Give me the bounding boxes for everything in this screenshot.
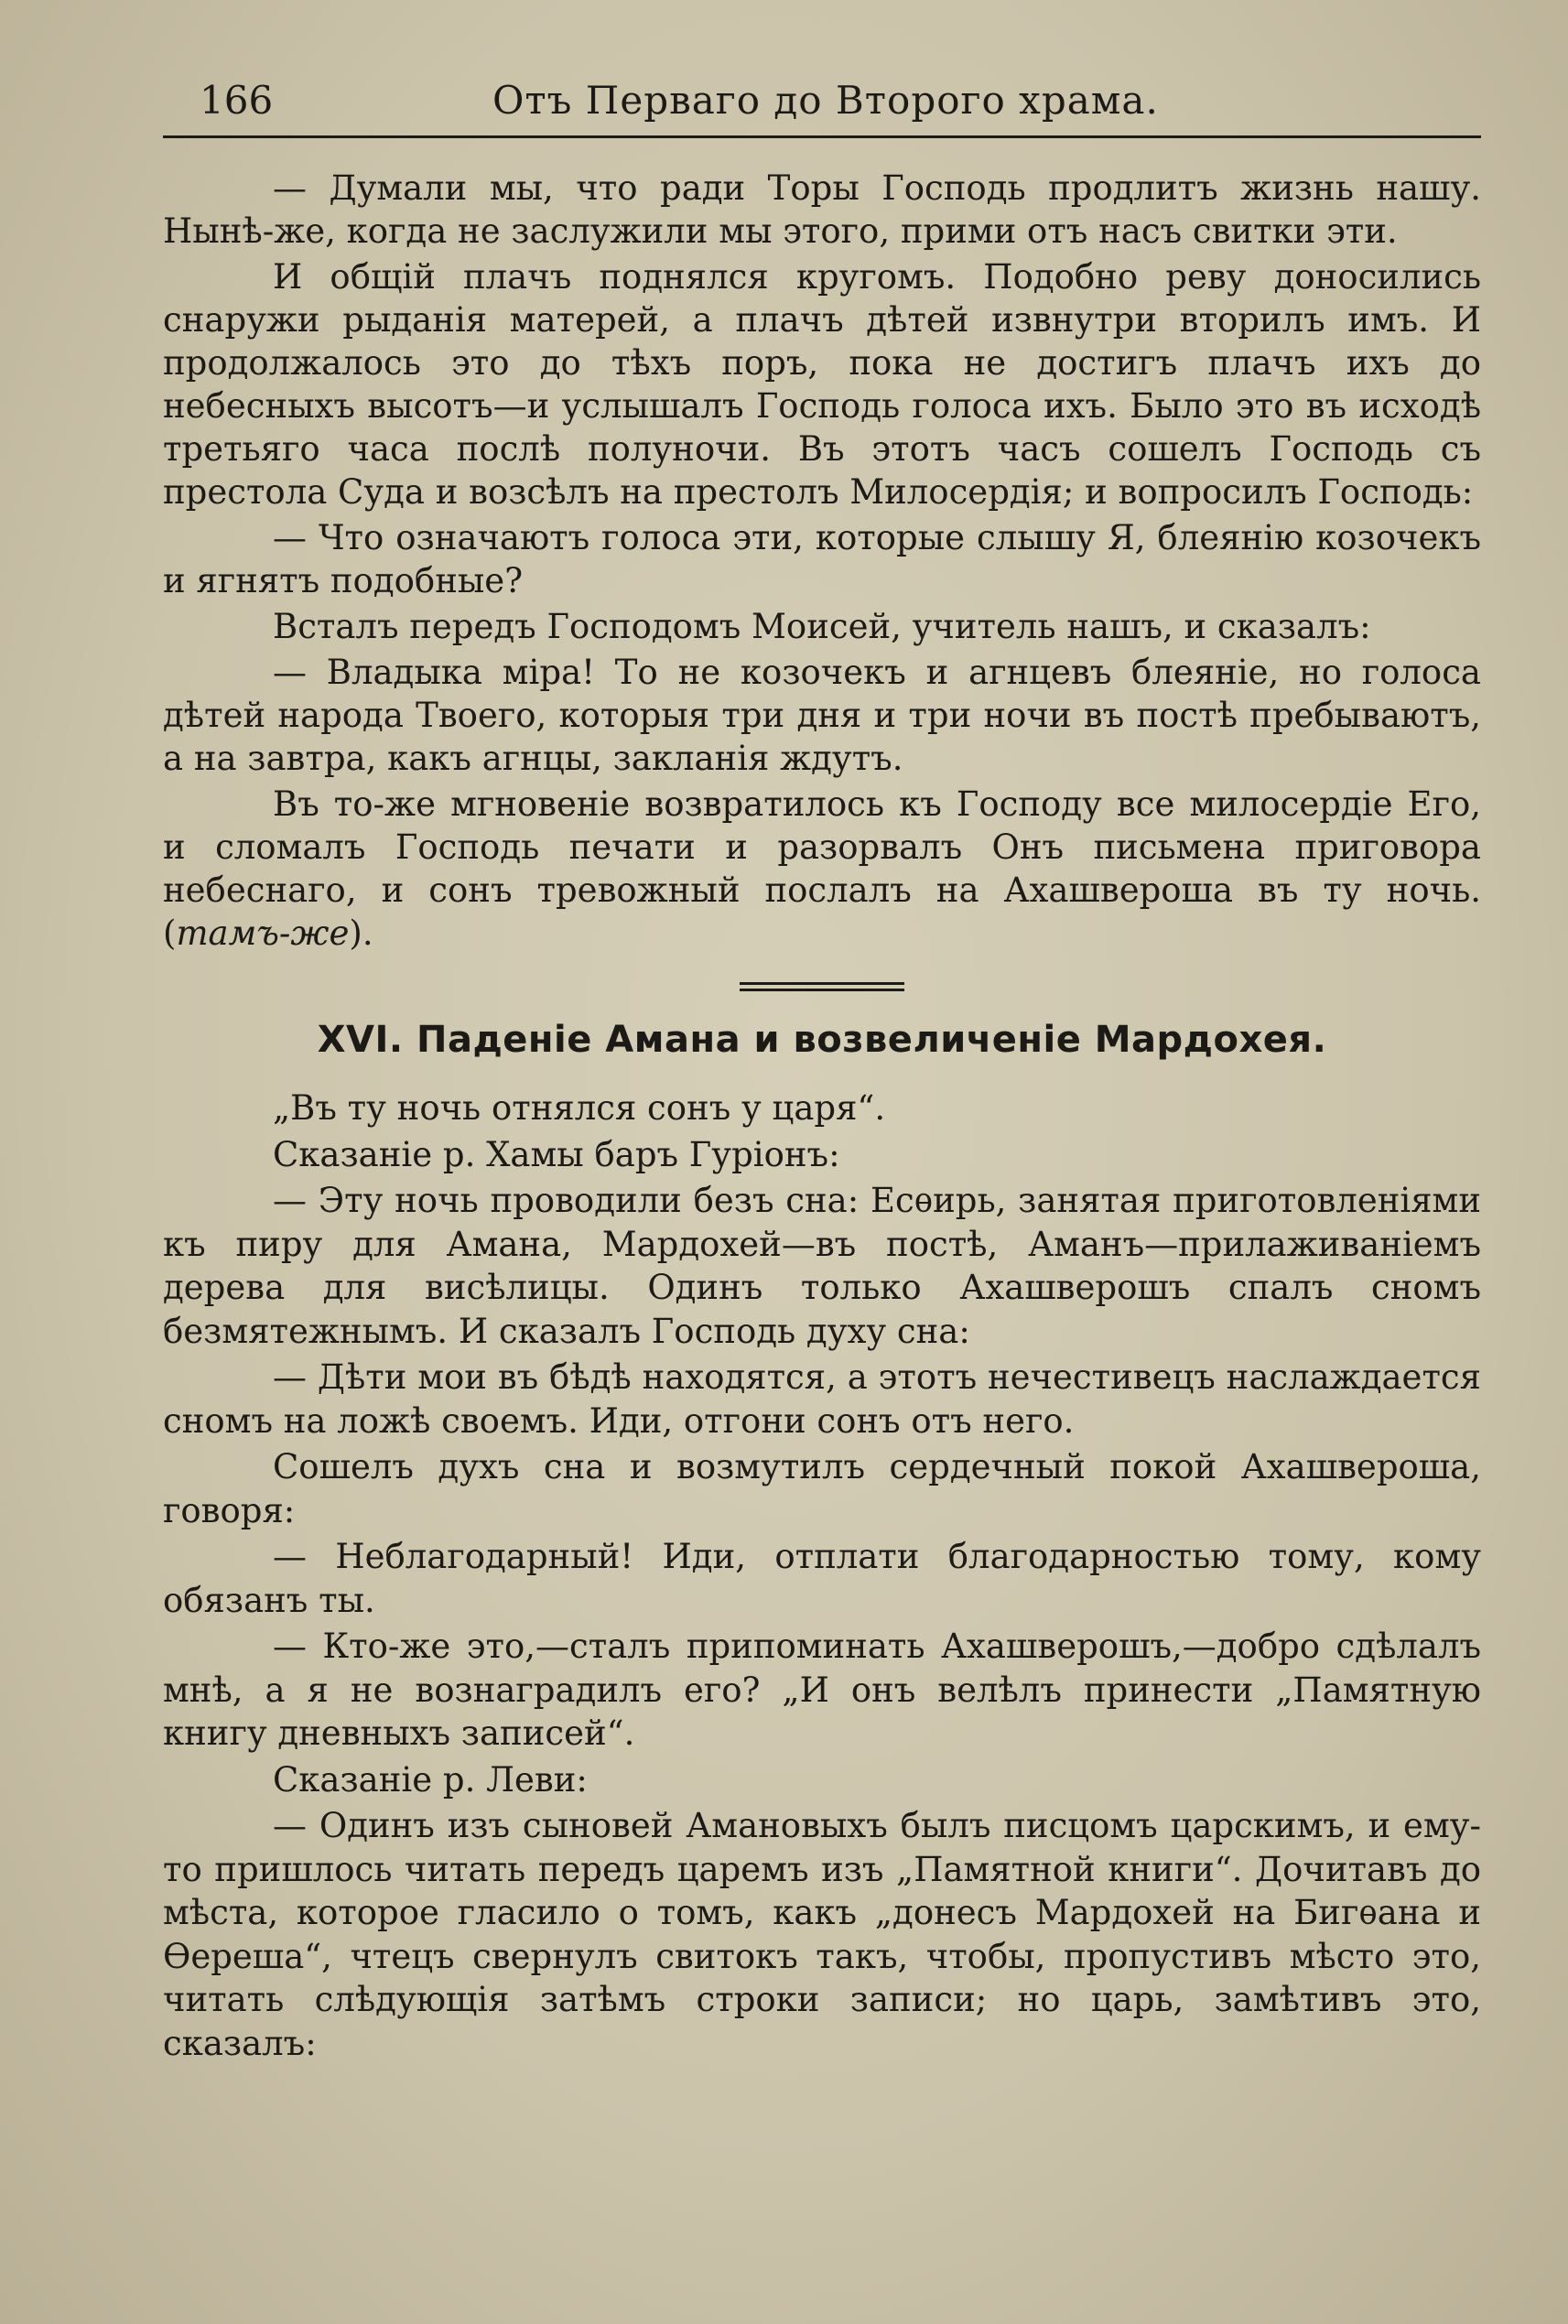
section-heading: XVI. Паденіе Амана и возвеличеніе Мардохея. [317,1019,1327,1061]
page-number: 166 [200,78,274,123]
paragraph: — Что означаютъ голоса эти, которые слышу Я, блеянію козочекъ и ягнятъ подобные? [163,518,1481,600]
header-rule [163,135,1481,138]
paragraph: Сказаніе р. Хамы баръ Гуріонъ: [273,1134,840,1174]
paragraph-text: Въ то-же мгновеніе возвратилось къ Господу все милосердіе Его, и сломалъ Господь печати и разорвалъ Онъ письмена приговора небеснаго, и сонъ тревожный послалъ на Ахашвероша въ ту ночь. ( [163,784,1481,953]
paragraph: — Эту ночь проводили безъ сна: Есѳирь, занятая приготовленіями къ пиру для Амана, Мардохей—въ постѣ, Аманъ—прилаживаніемъ дерева для висѣлицы. Одинъ только Ахашверошъ спалъ сномъ безмятежнымъ. И сказалъ Господь духу сна: [163,1181,1481,1351]
section-body [163,1086,1481,2065]
paragraph: — Владыка міра! То не козочекъ и агнцевъ блеяніе, но голоса дѣтей народа Твоего, которыя три дня и три ночи въ постѣ пребываютъ, а на завтра, какъ агнцы, закланія ждутъ. [163,653,1481,778]
book-page [163,64,1490,2297]
paragraph-with-source [163,783,1481,955]
running-head [163,64,1490,137]
paragraph: — Одинъ изъ сыновей Амановыхъ былъ писцомъ царскимъ, и ему-то пришлось читать передъ царемъ изъ „Памятной книги“. Дочитавъ до мѣста, которое гласило о томъ, какъ „донесъ Мардохей на Бигѳана и Ѳереша“, чтецъ свернулъ свитокъ такъ, чтобы, пропустивъ мѣсто это, читать слѣдующія затѣмъ строки записи; но царь, замѣтивъ это, сказалъ: [163,1806,1481,2063]
source-reference: тамъ-же [176,913,350,953]
paragraph: — Думали мы, что ради Торы Господь продлитъ жизнь нашу. Нынѣ-же, когда не заслужили мы этого, прими отъ насъ свитки эти. [163,168,1481,251]
running-title: Отъ Перваго до Второго храма. [492,78,1159,123]
paragraph: Сказаніе р. Леви: [273,1759,588,1800]
body-text [163,167,1481,2065]
paragraph: И общій плачъ поднялся кругомъ. Подобно реву доносились снаружи рыданія матерей, а плачъ дѣтей извнутри вторилъ имъ. И продолжалось это до тѣхъ поръ, пока не достигъ плачъ ихъ до небесныхъ высотъ—и услышалъ Господь голоса ихъ. Было это въ исходѣ третьяго часа послѣ полуночи. Въ этотъ часъ сошелъ Господь съ престола Суда и возсѣлъ на престолъ Милосердія; и вопросилъ Господь: [163,257,1481,512]
paragraph: — Дѣти мои въ бѣдѣ находятся, а этотъ нечестивецъ наслаждается сномъ на ложѣ своемъ. Иди, отгони сонъ отъ него. [163,1357,1481,1441]
paragraph: — Неблагодарный! Иди, отплати благодарностью тому, кому обязанъ ты. [163,1537,1481,1620]
section-separator [740,982,904,991]
paragraph-closing: ). [349,913,373,953]
paragraph: Всталъ передъ Господомъ Моисей, учитель нашъ, и сказалъ: [273,607,1371,646]
paragraph: Сошелъ духъ сна и возмутилъ сердечный покой Ахашвероша, говоря: [163,1447,1481,1530]
paragraph: — Кто-же это,—сталъ припоминать Ахашверошъ,—добро сдѣлалъ мнѣ, а я не вознаградилъ его? „И онъ велѣлъ принести „Памятную книгу дневныхъ записей“. [163,1627,1481,1753]
paragraph: „Въ ту ночь отнялся сонъ у царя“. [273,1088,886,1128]
